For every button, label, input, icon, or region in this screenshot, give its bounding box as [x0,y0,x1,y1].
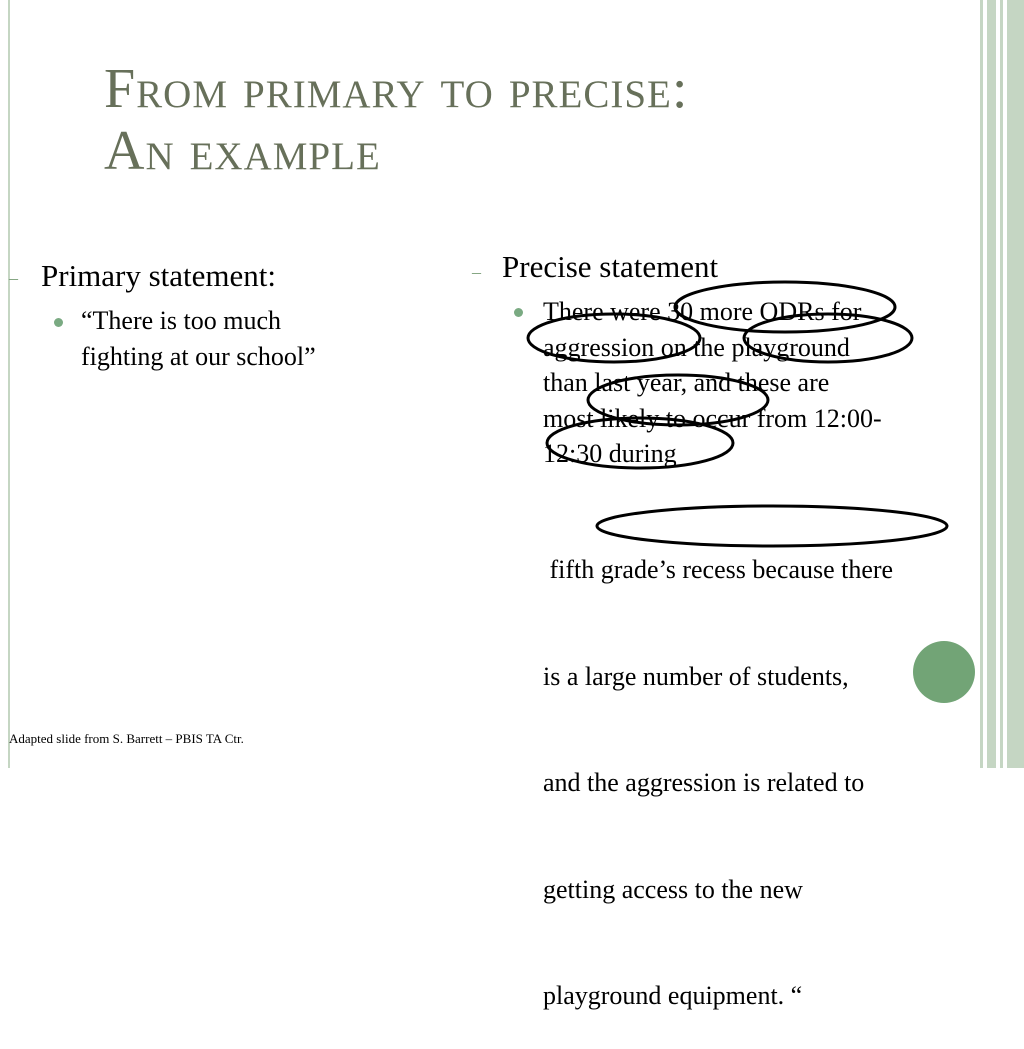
footer-credit: Adapted slide from S. Barrett – PBIS TA Ctr. [9,731,244,746]
precise-line-5: 12:30 during [543,439,677,468]
continuation-line-4: getting access to the new [543,874,803,904]
precise-statement-continuation [543,481,1013,1049]
continuation-line-2: is a large number of students, [543,661,849,691]
continuation-line-5: playground equipment. “ [543,981,803,1010]
left-column-dash: – [9,268,18,288]
left-border-rule [0,0,10,768]
continuation-line-1: fifth grade’s recess because there [543,555,894,584]
continuation-line-3: and the aggression is related to [543,768,865,797]
primary-statement-heading: Primary statement: [41,258,277,293]
left-bullet-icon [54,318,63,327]
quote-line-2: fighting at our school” [81,341,316,371]
precise-line-1: There were 30 more ODRs for [543,297,862,326]
precise-line-2: aggression on the playground [543,332,850,362]
title-line-2: An example [104,120,381,182]
precise-line-4: most likely to occur from 12:00- [543,403,882,433]
right-bullet-icon [514,308,523,317]
primary-statement-quote [81,303,441,374]
precise-statement-text [543,294,1013,472]
precise-statement-heading: Precise statement [502,249,719,284]
slide-title [104,58,944,182]
quote-line-1: “There is too much [81,306,281,335]
title-line-1: From primary to precise: [104,58,689,120]
right-column-dash: – [472,262,481,282]
green-circle-decoration [913,641,975,703]
precise-line-3: than last year, and these are [543,368,830,397]
